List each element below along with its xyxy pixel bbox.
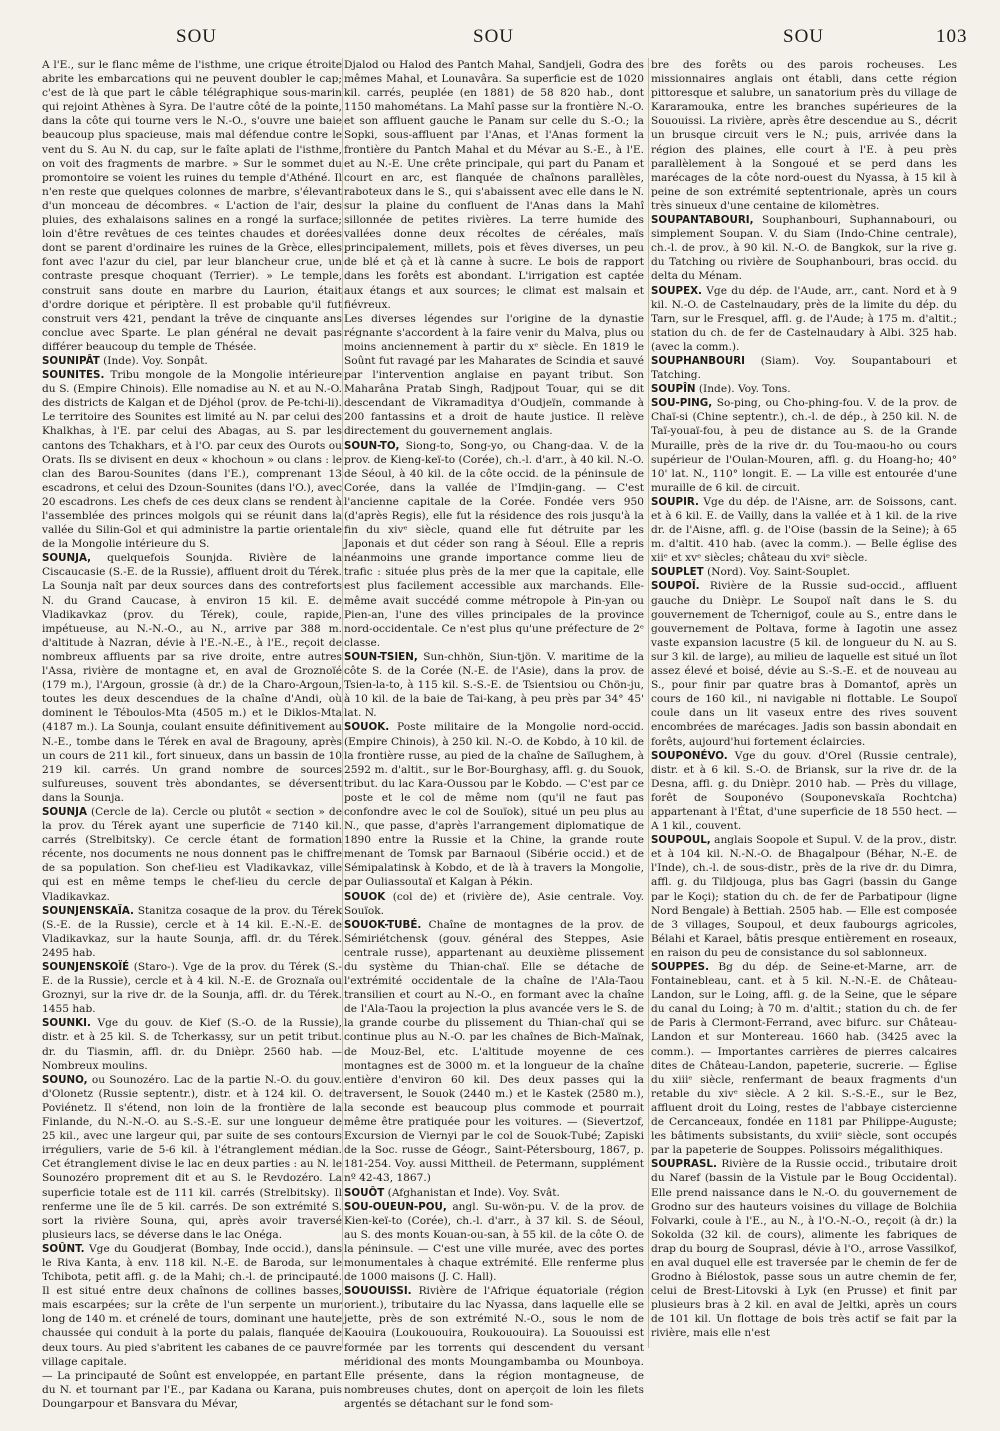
running-header [0, 26, 1000, 56]
dictionary-entry [344, 890, 644, 918]
entry-text: ou Sounozéro. Lac de la partie N.-O. du gouv. d'Olonetz (Russie septentr.), distr. et à 124 kil. O. de Poviénetz. Il s'étend, non loin de la frontière de la Finlande, du N.-N.-O. au S.-S.-E. sur une longueur de 25 kil., avec une largeur qui, par suite de ses contours irréguliers, varie de 5-6 kil. à l'étranglement médian. Cet étranglement divise le lac en deux parties : au N. le Sounozéro proprement dit et au S. le Revdozéro. La superficie totale est de 111 kil. carrés (Strelbitsky). Il renferme une île de 5 kil. carrés. De son extrémité S. sort la rivière Souna, qui, après avoir traversé plusieurs lacs, se déverse dans le lac Onéga. [42, 1073, 342, 1241]
dictionary-entry [651, 382, 957, 396]
dictionary-entry [344, 312, 644, 439]
entry-text: Vge du Goudjerat (Bombay, Inde occid.), dans le Riva Kanta, à env. 118 kil. N.-E. de Baroda, sur le Tchibota, petit affl. g. de la Mahi; ch.-l. de principauté. Il est situé entre deux chaînons de collines basses, mais escarpées; sur la crête de l'un serpente un mur long de 140 m. et crénelé de tours, dominant une haute chaussée qui conduit à la porte du palais, flanquée de deux tours. Au pied s'abritent les cabanes de ce pauvre village capitale. [42, 1242, 342, 1368]
dictionary-entry [42, 1016, 342, 1072]
entry-text: angl. Su-wön-pu. V. de la prov. de Kien-keï-to (Corée), ch.-l. d'arr., à 37 kil. S. de Séoul, au S. des monts Kouan-ou-san, à 55 kil. de la côte O. de la péninsule. — C'est une ville murée, avec des portes monumentales à chaque extrémité. Elle renferme plus de 1000 maisons (J. C. Hall). [344, 1200, 644, 1284]
dictionary-entry [42, 805, 342, 904]
header-center: SOU [473, 26, 515, 47]
dictionary-entry [344, 1284, 644, 1411]
dictionary-entry [344, 1200, 644, 1285]
entry-text: Siong-to, Song-yo, ou Chang-daa. V. de la prov. de Kieng-keï-to (Corée), ch.-l. d'arr., à 40 kil. N.-O. de Séoul, à 40 kil. de la côte occid. de la péninsule de Corée, dans la vallée de l'Imdjin-gang. — C'est l'ancienne capitale de la Corée. Fondée vers 950 (d'après Regis), elle fut la résidence des rois jusqu'à la fin du xivᵉ siècle, quand elle fut détruite par les Japonais et dut céder son rang à Séoul. Elle a repris néanmoins une grande importance comme lieu de trafic : située plus près de la mer que la capitale, elle est plus facilement accessible aux marchands. Elle-même avait succédé comme métropole à Pin-yan ou Pien-an, l'une des villes principales de la province nord-occidentale. Ce n'est plus qu'une préfecture de 2ᵉ classe. [344, 439, 644, 649]
entry-text: (Inde). Voy. Sonpât. [99, 354, 208, 367]
entry-text: Vge du dép. de l'Aisne, arr. de Soissons, cant. et à 6 kil. E. de Vailly, dans la vallée et à 1 kil. de la rive dr. de l'Aisne, affl. g. de l'Oise (bassin de la Seine); à 65 m. d'altit. 410 hab. (avec la comm.). — Belle église des xiiᵉ et xvᵉ siècles; château du xviᵉ siècle. [651, 495, 957, 565]
entry-text: Vge du gouv. de Kief (S.-O. de la Russie), distr. et à 25 kil. S. de Tcherkassy, sur un petit tribut. dr. du Tiasmin, affl. dr. du Dnièpr. 2560 hab. — Nombreux moulins. [42, 1017, 342, 1072]
dictionary-entry [344, 1186, 644, 1200]
entry-headword: SOUPÎN [651, 383, 696, 396]
entry-headword: SOUNITES. [42, 369, 105, 382]
dictionary-entry [42, 1073, 342, 1242]
dictionary-entry [42, 1369, 342, 1411]
entry-text: bre des forêts ou des parois rocheuses. Les missionnaires anglais ont établi, dans cette région pittoresque et salubre, un sanatorium près du village de Kararamouka, entre les branches supérieures de la Sououissi. La rivière, après être descendue au S., décrit un brusque circuit vers le N.; puis, arrivée dans la région des plaines, elle court à l'E. à peu près parallèlement à la Songoué et se perd dans les marécages de la côte nord-ouest du Nyassa, à 15 kil à peine de son extrémité septentrionale, après un cours très sinueux d'une centaine de kilomètres. [651, 59, 957, 212]
entry-headword: SOUPANTABOURI, [651, 214, 754, 227]
dictionary-entry [42, 354, 342, 368]
dictionary-entry [42, 58, 342, 354]
entry-text: (Siam). Voy. Soupantabouri et Tatching. [651, 354, 957, 382]
entry-text: (Cercle de la). Cercle ou plutôt « section » de la prov. du Térek ayant une superficie de 7140 kil. carrés (Strelbitsky). Ce cercle étant de formation récente, nos documents ne nous donnent pas le chiffre de sa population. Son chef-lieu est Vladikavkaz, ville qui est en même temps le chef-lieu du cercle de Vladikavkaz. [42, 805, 342, 903]
entry-text: Bg du dép. de Seine-et-Marne, arr. de Fontainebleau, cant. et à 5 kil. N.-N.-E. de Château-Landon, sur le Loing, affl. g. de la Seine, que le sépare du canal du Loing; à 70 m. d'altit.; station du ch. de fer de Paris à Clermont-Ferrand, avec bifurc. sur Château-Landon et sur Montereau. 1660 hab. (3425 avec la comm.). — Importantes carrières de pierres calcaires dites de Château-Landon, papeterie, sucrerie. — Église du xiiiᵉ siècle, renfermant de beaux fragments d'un retable du xivᵉ siècle. A 2 kil. S.-S.-E., sur le Bez, affluent droit du Loing, restes de l'abbaye cistercienne de Cercanceaux, fondée en 1181 par Philippe-Auguste; les bâtiments subsistants, du xviiiᵉ siècle, sont occupés par la papeterie de Souppes. Polissoirs mégalithiques. [651, 961, 957, 1157]
entry-text: Djalod ou Halod des Pantch Mahal, Sandjeli, Godra des mêmes Mahal, et Lounavâra. Sa superficie est de 1020 kil. carrés, peuplée (en 1881) de 58 820 hab., dont 1150 mahométans. La Mahî passe sur la frontière N.-O. et son affluent gauche le Panam sur celle du S.-O.; la Sopki, sous-affluent par l'Anas, et l'Anas forment la frontière du Pantch Mahal et du Mévar au S.-E., à l'E. et au N.-E. Une crête principale, qui part du Panam et court en arc, est flanquée de chaînons parallèles, raboteux dans le S., qui s'abaissent avec elle dans le N. sur la plaine du confluent de l'Anas dans la Mahî sillonnée de petites rivières. La terre humide des vallées donne deux récoltes de céréales, maïs principalement, millets, pois et fèves diverses, un peu de blé et çà et là canne à sucre. Le bois de rapport dans les forêts est abondant. L'irrigation est captée aux étangs et aux sources; le climat est malsain et fiévreux. [344, 59, 644, 311]
dictionary-entry [344, 720, 644, 889]
entry-headword: SOUNIPÂT [42, 354, 100, 367]
entry-text: — La principauté de Soûnt est enveloppée, en partant du N. et tournant par l'E., par Kadana ou Karana, puis Doungarpour et Bansvara du Mévar, [42, 1369, 342, 1410]
dictionary-entry [651, 213, 957, 283]
column-left [42, 58, 342, 1410]
entry-text: Rivière de la Russie sud-occid., affluent gauche du Dnièpr. Le Soupoï naît dans le S. du gouvernement de Tchernigof, coule au S., entre dans le gouvernement de Poltava, forme à Iagotin une assez vaste expansion lacustre (5 kil. de longueur du N. au S. sur 3 kil. de large), au milieu de laquelle est situé un îlot assez élevé et boisé, dévie au S.-S.-E. et de nouveau au S., pour finir par quatre bras à Domantof, après un cours de 160 kil., ni navigable ni flottable. Le Soupoï coule dans un lit vaseux entre des rives souvent encombrées de marécages. Jadis son bassin abondait en forêts, aujourd'hui fortement éclaircies. [651, 580, 957, 748]
dictionary-entry [42, 551, 342, 805]
entry-text: Les diverses légendes sur l'origine de la dynastie régnante s'accordent à la faire venir du Malva, plus ou moins anciennement à partir du xᵉ siècle. En 1819 le Soûnt fut ravagé par les Maharates de Scindia et sauvé par l'intervention anglaise en payant tribut. Son Maharâna Pratab Singh, Radjpout Touar, qui se dit descendant de Vikramaditya d'Oudjeïn, commande à 200 fantassins et a droit de haute justice. Il relève directement du gouvernement anglais. [344, 312, 644, 438]
entry-text: Tribu mongole de la Mongolie intérieure du S. (Empire Chinois). Elle nomadise au N. et au N.-O. des districts de Kalgan et de Djéhol (prov. de Pe-tchi-li). Le territoire des Sounites est limité au N. par celui des Khalkhas, à l'E. par celui des Abagas, au S. par les cantons des Tchakhars, et à l'O. par ceux des Ourots ou Orats. Ils se divisent en deux « khochoun » ou clans : le clan des Barou-Sounites (dans l'E.), comprenant 13 escadrons, et celui des Dzoun-Sounites (dans l'O.), avec 20 escadrons. Les chefs de ces deux clans se rendent à l'assemblée des princes molgols qui se réunit dans la vallée du Silin-Gol et qui administre la partie orientale de la Mongolie intérieure du S. [42, 369, 342, 551]
dictionary-entry [651, 579, 957, 748]
entry-text: Souphanbouri, Suphannabouri, ou simplement Soupan. V. du Siam (Indo-Chine centrale), ch.-l. de prov., à 90 kil. N.-O. de Bangkok, sur la rive g. du Tatching ou rivière de Souphanbouri, bras occid. du delta du Ménam. [651, 214, 957, 283]
column-divider [648, 58, 649, 1348]
entry-headword: SOU-OUEUN-POU, [344, 1200, 447, 1213]
dictionary-entry [651, 565, 957, 579]
dictionary-entry [42, 1242, 342, 1369]
entry-headword: SOUPEX. [651, 284, 702, 297]
entry-text: Sun-chhön, Siun-tjön. V. maritime de la côte S. de la Corée (N.-E. de l'Asie), dans la prov. de Tsien-la-to, à 115 kil. S.-S.-E. de Tsientsiou ou Chön-ju, à 10 kil. de la baie de Tai-kang, à peu près par 34° 45' lat. N. [344, 650, 644, 720]
entry-headword: SOUPOUL, [651, 834, 711, 847]
dictionary-entry [344, 439, 644, 650]
entry-text: (Nord). Voy. Saint-Souplet. [703, 566, 851, 579]
dictionary-entry [42, 904, 342, 960]
column-divider [342, 58, 343, 1348]
entry-headword: SOUPLET [651, 566, 704, 579]
column-right [651, 58, 957, 1358]
dictionary-entry [344, 58, 644, 312]
entry-text: Vge du gouv. d'Orel (Russie centrale), distr. et à 6 kil. S.-O. de Briansk, sur la rive dr. de la Desna, affl. g. du Dnièpr. 2010 hab. — Près du village, forêt de Souponévo (Souponevskaïa Rochtcha) appartenant à l'État, d'une superficie de 18 550 hect. — A 1 kil., couvent. [651, 749, 957, 833]
entry-text: (Afghanistan et Inde). Voy. Svât. [384, 1186, 560, 1199]
entry-headword: SOUPHANBOURI [651, 354, 746, 367]
entry-text: Poste militaire de la Mongolie nord-occid. (Empire Chinois), à 250 kil. N.-O. de Kobdo, à 10 kil. de la frontière russe, au pied de la chaîne de Saïlughem, à 2592 m. d'altit., sur le Bor-Bourghasy, affl. g. du Souok, tribut. du lac Kara-Oussou par le Kobdo. — C'est par ce poste et le col de même nom (qu'il ne faut pas confondre avec le col de Souïok), situé un peu plus au N., que passe, d'après l'arrangement diplomatique de 1890 entre la Russie et la Chine, la grande route menant de Tomsk par Barnaoul (Sibérie occid.) et de Sémipalatinsk à Kobdo, et de là à travers la Mongolie, par Ouliassoutaï et Kalgan à Pékin. [344, 721, 644, 889]
entry-text: Stanitza cosaque de la prov. du Térek (S.-E. de la Russie), cercle et à 14 kil. E.-N.-E. de Vladikavkaz, sur la haute Sounja, affl. dr. du Térek. 2495 hab. [42, 904, 342, 959]
dictionary-entry [651, 354, 957, 382]
entry-text: So-ping, ou Cho-phing-fou. V. de la prov. de Chaï-si (Chine septentr.), ch.-l. de dép., à 250 kil. N. de Taï-youaï-fou, à peu de distance au S. de la Grande Muraille, près de la rive dr. du Tou-maou-ho ou cours supérieur de l'Oulan-Mouren, affl. g. du Hoang-ho; 40° 10' lat. N., 110° longit. E. — La ville est entourée d'une muraille de 6 kil. de circuit. [651, 397, 957, 494]
entry-headword: SOÛNT. [42, 1242, 85, 1255]
dictionary-entry [344, 650, 644, 720]
dictionary-entry [651, 58, 957, 213]
entry-headword: SOUNJA, [42, 552, 92, 565]
entry-text: (col de) et (rivière de), Asie centrale. Voy. Souïok. [344, 890, 644, 917]
entry-headword: SOUPRASL. [651, 1158, 717, 1171]
entry-text: Chaîne de montagnes de la prov. de Sémiriétchensk (gouv. général des Steppes, Asie centrale russe), appartenant au deuxième plissement du système du Thian-chaï. Elle se détache de l'extrémité occidentale de la chaîne de l'Ala-Taou transilien et court au N.-O., en formant avec la chaîne de l'Ala-Taou la projection la plus avancée vers le S. de la grande courbe du plissement du Thian-chaï qui se continue plus au N.-O. par les chaînes de Bich-Maïnak, de Mouz-Bel, etc. L'altitude moyenne de ces montagnes est de 3000 m. et la longueur de la chaîne entière d'environ 60 kil. Des deux passes qui la traversent, le Souok (2440 m.) et le Kastek (2580 m.), la seconde est beaucoup plus commode et pourrait même être pratiquée pour les voitures. — (Sievertzof, Excursion de Viernyi par le col de Souok-Tubé; Zapiski de la Soc. russe de Géogr., Saint-Pétersbourg, 1867, p. 181-254. Voy. aussi Mittheil. de Petermann, supplément nº 42-43, 1867.) [344, 918, 644, 1185]
dictionary-entry [651, 749, 957, 834]
dictionary-entry [42, 368, 342, 551]
entry-headword: SOUPOÏ. [651, 580, 700, 593]
dictionary-entry [651, 284, 957, 354]
entry-text: anglais Soopole et Supul. V. de la prov., distr. et à 104 kil. N.-N.-O. de Bhagalpour (Béhar, N.-E. de l'Inde), ch.-l. de sous-distr., près de la rive dr. du Dimra, affl. g. du Tildjouga, plus bas Gagri (bassin du Gange par le Koçi); station du ch. de fer de Parbatipour (ligne Nord Bengale) à Bettiah. 2505 hab. — Elle est composée de 3 villages, Soupoul, et deux faubourgs agricoles, Bélahi et Karael, bâtis presque entièrement en roseaux, en raison du peu de consistance du sol sablonneux. [651, 834, 957, 959]
entry-headword: SOUPPES. [651, 961, 709, 973]
entry-text: quelquefois Sounjda. Rivière de la Ciscaucasie (S.-E. de la Russie), affluent droit du Térek. La Sounja naît par deux sources dans des contreforts N. du Grand Caucase, à environ 15 kil. E. de Vladikavkaz (prov. du Térek), coule, rapide, impétueuse, au N.-N.-O., au N., arrive par 388 m. d'altitude à Nazran, dévie à l'E.-N.-E., à l'E., reçoit de nombreux affluents par sa rive droite, entre autres l'Assa, rivière de montagne et, en aval de Groznoïé (179 m.), l'Argoun, grossie (à dr.) de la Charo-Argoun, toutes les deux descendues de la chaîne d'Andi, où dominent le Téboulos-Mta (4505 m.) et le Diklos-Mta (4187 m.). La Sounja, coulant ensuite définitivement au N.-E., tombe dans le Térek en aval de Bragouny, après un cours de 211 kil., fort sinueux, dans un bassin de 10 219 kil. carrés. Un grand nombre de sources sulfureuses, souvent très abondantes, se déversent dans la Sounja. [42, 552, 342, 804]
entry-headword: SOUNJENSKOÏÉ [42, 961, 130, 973]
entry-text: A l'E., sur le flanc même de l'isthme, une crique étroite abrite les embarcations qui ne peuvent doubler le cap; c'est de là que part le câble télégraphique sous-marin qui rejoint Athènes à Syra. De l'autre côté de la pointe, dans la côte qui tourne vers le N.-O., s'ouvre une baie beaucoup plus spacieuse, mais mal défendue contre le vent du S. Au N. du cap, sur le faîte aplati de l'isthme, on voit des fragments de marbre. » Sur le sommet du promontoire se voient les ruines du temple d'Athéné. Il n'en reste que quelques colonnes de marbre, s'élevant d'un monceau de décombres. « L'action de l'air, des pluies, des exhalaisons salines en a rongé la surface; loin d'être revêtues de ces teintes chaudes et dorées dont se parent d'ordinaire les ruines de la Grèce, elles font avec l'azur du ciel, par leur blancheur crue, un contraste presque choquant (Terrier). » Le temple, construit sans doute en marbre du Laurion, était d'ordre dorique et périptère. Il est probable qu'il fut construit vers 421, pendant la trêve de cinquante ans conclue avec Sparte. Le plan général ne devait pas différer beaucoup du temple de Thésée. [42, 59, 342, 353]
entry-headword: SOUÔT [344, 1186, 385, 1199]
page-number: 103 [936, 26, 968, 47]
dictionary-entry [651, 495, 957, 565]
entry-headword: SOUOK-TUBÉ. [344, 918, 422, 931]
entry-headword: SOU-PING, [651, 397, 713, 410]
entry-headword: SOUPONÉVO. [651, 749, 728, 762]
header-right: SOU [783, 26, 825, 47]
entry-headword: SOUN-TO, [344, 439, 400, 452]
entry-headword: SOUN-TSIEN, [344, 650, 418, 663]
dictionary-entry [344, 918, 644, 1186]
header-left: SOU [176, 26, 218, 47]
entry-headword: SOUOUISSI. [344, 1285, 412, 1298]
column-middle [344, 58, 644, 1410]
entry-text: Rivière de la Russie occid., tributaire droit du Naref (bassin de la Vistule par le Boug Occidental). Elle prend naissance dans le N.-O. du gouvernement de Grodno sur des hauteurs voisines du village de Bolchiia Folvarki, coule à l'E., au N., à l'O.-N.-O., reçoit (à dr.) la Sokolda (32 kil. de cours), alimente les fabriques de drap du bourg de Souprasl, dévie à l'O., arrose Vassilkof, en aval duquel elle est traversée par le chemin de fer de Grodno à Biélostok, passe sous un autre chemin de fer, celui de Brest-Litovski à Lyk (en Prusse) et finit par plusieurs bras à 2 kil. en aval de Jeltki, après un cours de 101 kil. Un flottage de bois très actif se fait par la rivière, mais elle n'est [651, 1158, 957, 1340]
entry-headword: SOUOK [344, 890, 386, 903]
dictionary-entry [651, 396, 957, 495]
entry-headword: SOUOK. [344, 721, 390, 734]
entry-text: Rivière de l'Afrique équatoriale (région orient.), tributaire du lac Nyassa, dans laquelle elle se jette, près de son extrémité N.-O., sous le nom de Kaouira (Loukououira, Roukououira). La Sououissi est formée par les torrents qui descendent du versant méridional des monts Moungambamba ou Mounboya. Elle présente, dans la région montagneuse, de nombreuses chutes, dont on aperçoit de loin les filets argentés se détachant sur le fond som- [344, 1285, 644, 1410]
entry-headword: SOUNJENSKAÏA. [42, 904, 134, 917]
entry-headword: SOUNJA [42, 805, 87, 818]
entry-headword: SOUNO, [42, 1073, 88, 1086]
entry-headword: SOUNKI. [42, 1017, 91, 1030]
entry-text: Vge du dép. de l'Aude, arr., cant. Nord et à 9 kil. N.-O. de Castelnaudary, près de la limite du dép. du Tarn, sur le Fresquel, affl. g. de l'Aude; à 175 m. d'altit.; station du ch. de fer de Castelnaudary à Albi. 325 hab. (avec la comm.). [651, 284, 957, 353]
dictionary-entry [651, 960, 957, 1157]
entry-text: (Staro-). Vge de la prov. du Térek (S.-E. de la Russie), cercle et à 4 kil. N.-E. de Groznaïa ou Groznyi, sur la rive dr. de la Sounja, affl. dr. du Térek. 1455 hab. [42, 961, 342, 1016]
dictionary-entry [651, 833, 957, 960]
entry-headword: SOUPIR. [651, 495, 699, 508]
dictionary-entry [651, 1157, 957, 1340]
entry-text: (Inde). Voy. Tons. [695, 383, 791, 396]
dictionary-entry [42, 960, 342, 1016]
